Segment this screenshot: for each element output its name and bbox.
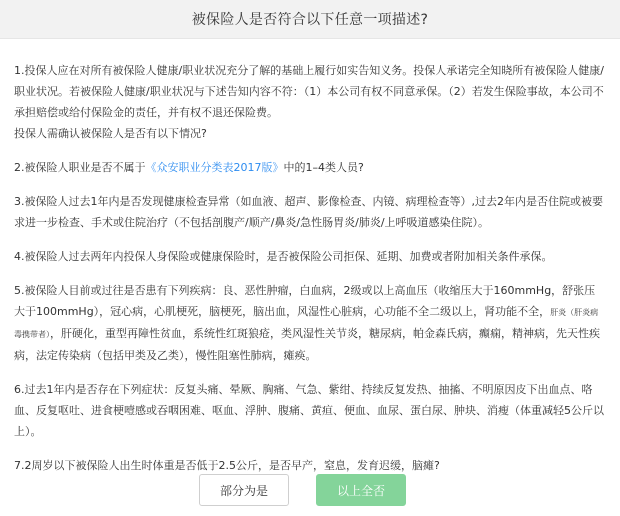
hepatitis-note: 肝炎（肝炎病毒携带者） [14, 308, 599, 339]
partial-yes-button[interactable]: 部分为是 [199, 474, 289, 506]
question-6: 6.过去1年内是否存在下列症状：反复头痛、晕厥、胸痛、气急、紫绀、持续反复发热、抽搐、不明原因皮下出血点、咯血、反复呕吐、进食梗噎感或吞咽困难、呕血、浮肿、腹痛、黄疸、便血、血尿、蛋白尿、肿块、消瘦（体重减轻5公斤以上）。 [14, 383, 604, 438]
page-title: 被保险人是否符合以下任意一项描述? [191, 12, 429, 28]
question-3: 3.被保险人过去1年内是否发现健康检查异常（如血液、超声、影像检查、内镜、病理检查等）,过去2年内是否住院或被要求进一步检查、手术或住院治疗（不包括剖腹产/顺产/鼻炎/急性肠胃炎/肺炎/上呼吸道感染住院）。 [14, 195, 603, 229]
question-5 [14, 280, 606, 366]
question-5-part1: 5.被保险人目前或过往是否患有下列疾病：良、恶性肿瘤，白血病，2级或以上高血压（收缩压大于160mmHg，舒张压大于100mmHg），冠心病，心肌梗死，脑梗死，脑出血，风湿性心脏病，心功能不全二级以上，肾功能不全， [14, 284, 596, 318]
all-no-button[interactable]: 以上全否 [316, 474, 406, 506]
occupation-table-link[interactable]: 《众安职业分类表2017版》 [145, 161, 284, 174]
question-1-subtext: 投保人需确认被保险人是否有以下情况? [14, 127, 207, 140]
question-1-text: 1.投保人应在对所有被保险人健康/职业状况充分了解的基础上履行如实告知义务。投保人承诺完全知晓所有被保险人健康/职业状况。若被保险人健康/职业状况与下述告知内容不符：（1）本公司有权不同意承保。（2）若发生保险事故，本公司不承担赔偿或给付保险金的责任，并有权不退还保险费。 [14, 64, 604, 119]
question-7: 7.2周岁以下被保险人出生时体重是否低于2.5公斤，是否早产，窒息，发育迟缓，脑瘫? [14, 459, 440, 472]
question-5-part2: ，肝硬化，重型再障性贫血，系统性红斑狼疮，类风湿性关节炎，糖尿病，帕金森氏病，癫痫，精神病，先天性疾病，法定传染病（包括甲类及乙类），慢性阻塞性肺病，瘫痪。 [14, 327, 600, 362]
question-2 [14, 157, 606, 178]
question-2-prefix: 2.被保险人职业是否不属于 [14, 161, 146, 174]
question-1 [14, 60, 606, 144]
question-2-suffix: 中的1–4类人员? [283, 161, 364, 174]
question-4: 4.被保险人过去两年内投保人身保险或健康保险时，是否被保险公司拒保、延期、加费或者附加相关条件承保。 [14, 250, 553, 263]
dialog-header [0, 0, 620, 39]
questions-list [14, 60, 606, 489]
